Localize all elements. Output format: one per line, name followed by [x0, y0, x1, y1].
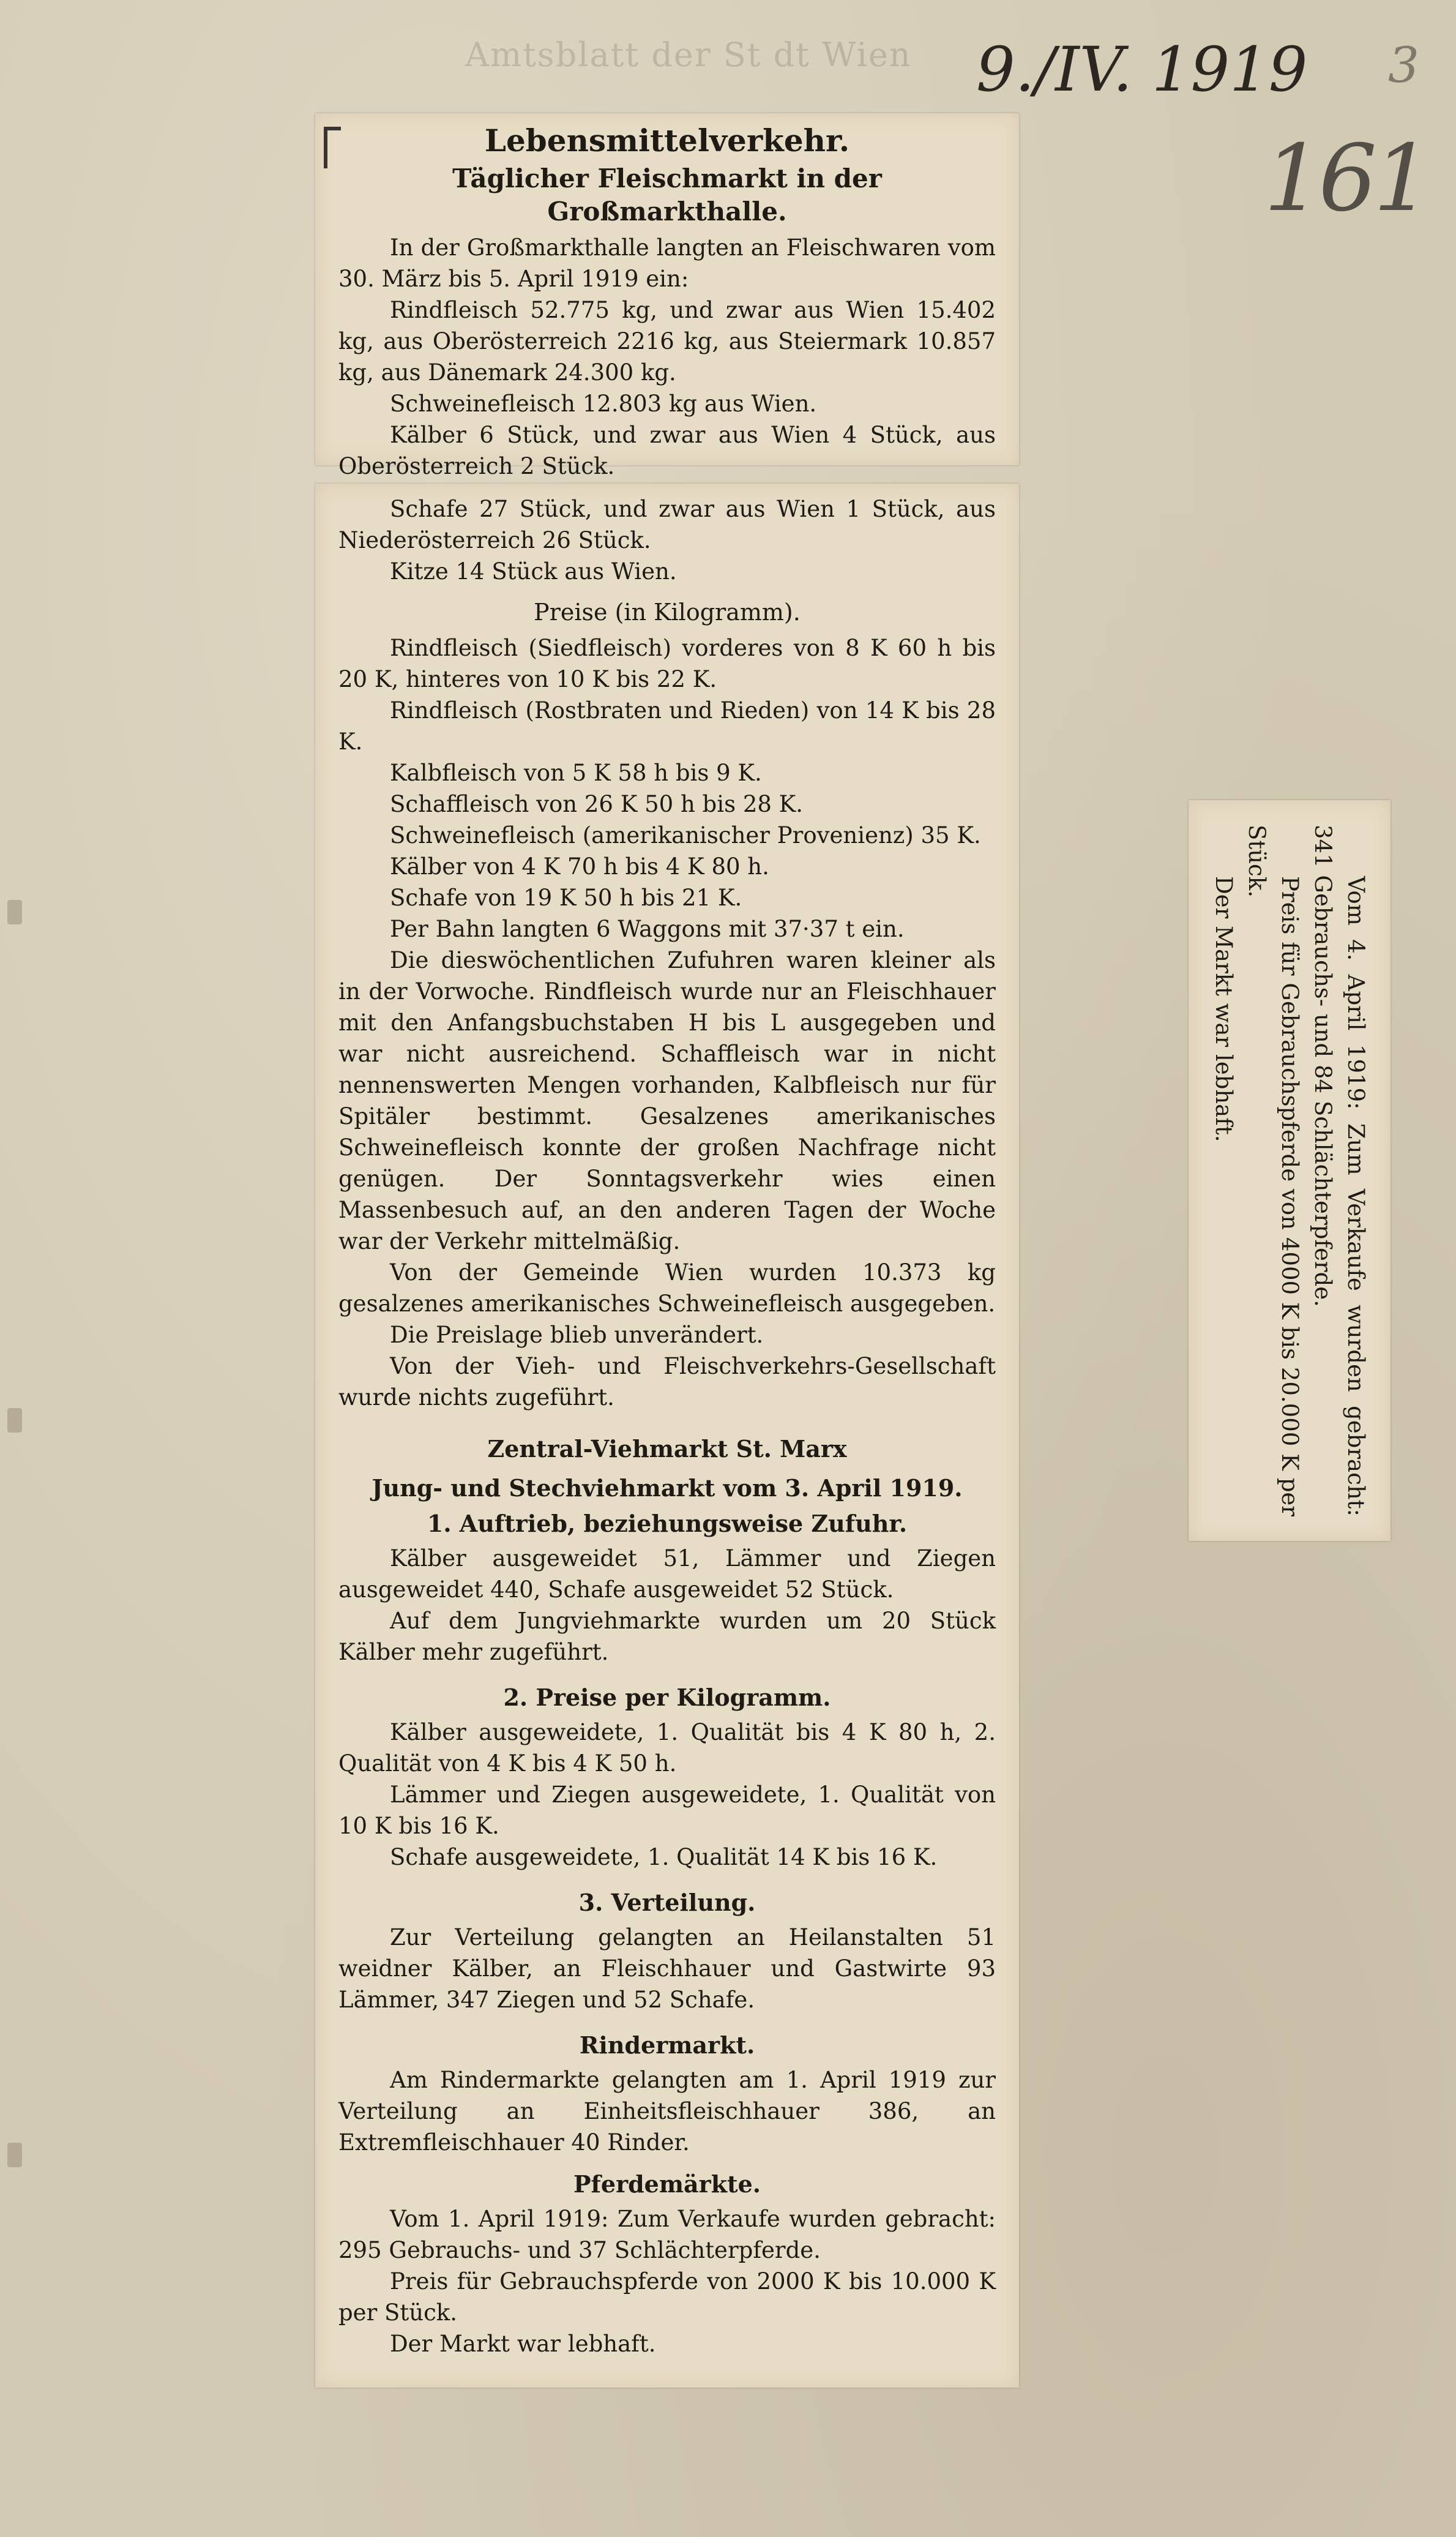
- handwritten-date: 9./IV. 1919: [976, 34, 1308, 105]
- market-subheading: Jung- und Stechviehmarkt vom 3. April 1919.: [371, 1474, 963, 1502]
- corner-number: 3: [1388, 37, 1419, 94]
- paragraph: Schafe 27 Stück, und zwar aus Wien 1 Stück, aus Niederösterreich 26 Stück.: [338, 496, 996, 553]
- paragraph: Vom 1. April 1919: Zum Verkaufe wurden gebracht: 295 Gebrauchs- und 37 Schlächterpferde.: [338, 2206, 996, 2263]
- paragraph: Kälber ausgeweidete, 1. Qualität bis 4 K 80 h, 2. Qualität von 4 K bis 4 K 50 h.: [338, 1719, 996, 1777]
- paragraph: Schweinefleisch 12.803 kg aus Wien.: [390, 391, 817, 417]
- clipping-body-text: [315, 484, 1019, 2359]
- article-subtitle: Täglicher Fleischmarkt in der Großmarkthalle.: [452, 163, 882, 227]
- paragraph: Schweinefleisch (amerikanischer Provenienz) 35 K.: [390, 822, 981, 849]
- paragraph: Schaffleisch von 26 K 50 h bis 28 K.: [390, 791, 804, 817]
- faded-stamp: Amtsblatt der St dt Wien: [465, 36, 912, 74]
- paragraph: In der Großmarkthalle langten an Fleischwaren vom 30. März bis 5. April 1919 ein:: [338, 234, 996, 292]
- paragraph: Kalbfleisch von 5 K 58 h bis 9 K.: [390, 760, 762, 786]
- section-heading: Pferdemärkte.: [573, 2170, 761, 2198]
- paragraph: Preis für Gebrauchspferde von 2000 K bis 10.000 K per Stück.: [338, 2268, 996, 2326]
- paragraph: Schafe ausgeweidete, 1. Qualität 14 K bis 16 K.: [390, 1844, 938, 1870]
- binding-hole: [7, 2143, 22, 2167]
- section-heading: 2. Preise per Kilogramm.: [503, 1684, 831, 1711]
- section-heading: Rindermarkt.: [579, 2031, 755, 2059]
- paragraph: Die Preislage blieb unverändert.: [390, 1322, 764, 1348]
- paragraph: Kälber von 4 K 70 h bis 4 K 80 h.: [390, 853, 769, 880]
- section-heading: 1. Auftrieb, beziehungsweise Zufuhr.: [427, 1510, 908, 1537]
- paragraph: Zur Verteilung gelangten an Heilanstalten 51 weidner Kälber, an Fleischhauer und Gastwirte 93 Lämmer, 347 Ziegen und 52 Schafe.: [338, 1924, 996, 2013]
- binding-hole: [7, 1408, 22, 1433]
- paragraph: Schafe von 19 K 50 h bis 21 K.: [390, 885, 742, 911]
- paragraph: Kälber ausgeweidet 51, Lämmer und Ziegen ausgeweidet 440, Schafe ausgeweidet 52 Stück.: [338, 1545, 996, 1603]
- section-heading: 3. Verteilung.: [578, 1889, 756, 1916]
- paragraph: Von der Vieh- und Fleischverkehrs-Gesellschaft wurde nichts zugeführt.: [338, 1353, 996, 1411]
- paragraph: Der Markt war lebhaft.: [1211, 876, 1237, 1142]
- prices-heading: Preise (in Kilogramm).: [534, 599, 801, 626]
- paragraph: Vom 4. April 1919: Zum Verkaufe wurden gebracht: 341 Gebrauchs- und 84 Schlächterpferde.: [1310, 825, 1369, 1516]
- paragraph: Per Bahn langten 6 Waggons mit 37·37 t ein.: [390, 916, 905, 942]
- paragraph: Rindfleisch 52.775 kg, und zwar aus Wien 15.402 kg, aus Oberösterreich 2216 kg, aus Steiermark 10.857 kg, aus Dänemark 24.300 kg.: [338, 297, 996, 386]
- paragraph: Die dieswöchentlichen Zufuhren waren kleiner als in der Vorwoche. Rindfleisch wurde nur an Fleischhauer mit den Anfangsbuchstaben H bis L ausgegeben und war nicht ausreichend. Schaffleisch war in nicht nennenswerten Mengen vorhanden, Kalbfleisch nur für Spitäler bestimmt. Gesalzenes amerikanisches Schweinefleisch konnte der großen Nachfrage nicht genügen. Der Sonntagsverkehr wies einen Massenbesuch auf, an den anderen Tagen der Woche war der Verkehr mittelmäßig.: [338, 947, 996, 1254]
- paragraph: Der Markt war lebhaft.: [390, 2331, 656, 2357]
- clipping-header: [315, 113, 1019, 479]
- paragraph: Kitze 14 Stück aus Wien.: [390, 558, 677, 585]
- binding-hole: [7, 900, 22, 924]
- paragraph: Lämmer und Ziegen ausgeweidete, 1. Qualität von 10 K bis 16 K.: [338, 1782, 996, 1839]
- paragraph: Auf dem Jungviehmarkte wurden um 20 Stück Kälber mehr zugeführt.: [338, 1608, 996, 1665]
- clipping-header-text: [315, 113, 1019, 482]
- paragraph: Rindfleisch (Siedfleisch) vorderes von 8 K 60 h bis 20 K, hinteres von 10 K bis 22 K.: [338, 635, 996, 692]
- side-clipping-text: [1189, 800, 1391, 1541]
- market-heading: Zentral-Viehmarkt St. Marx: [487, 1435, 847, 1463]
- paragraph: Kälber 6 Stück, und zwar aus Wien 4 Stück, aus Oberösterreich 2 Stück.: [338, 422, 996, 479]
- clipping-body: [315, 484, 1019, 2388]
- paragraph: Am Rindermarkte gelangten am 1. April 1919 zur Verteilung an Einheitsfleischhauer 386, an Extremfleischhauer 40 Rinder.: [338, 2067, 996, 2156]
- paragraph: Rindfleisch (Rostbraten und Rieden) von 14 K bis 28 K.: [338, 697, 996, 755]
- handwritten-number: 161: [1264, 126, 1428, 232]
- side-clipping: [1189, 800, 1391, 1541]
- paragraph: Preis für Gebrauchspferde von 4000 K bis 20.000 K per Stück.: [1244, 825, 1303, 1516]
- paragraph: Von der Gemeinde Wien wurden 10.373 kg gesalzenes amerikanisches Schweinefleisch ausgegeben.: [338, 1259, 996, 1317]
- article-title: Lebensmittelverkehr.: [484, 122, 850, 159]
